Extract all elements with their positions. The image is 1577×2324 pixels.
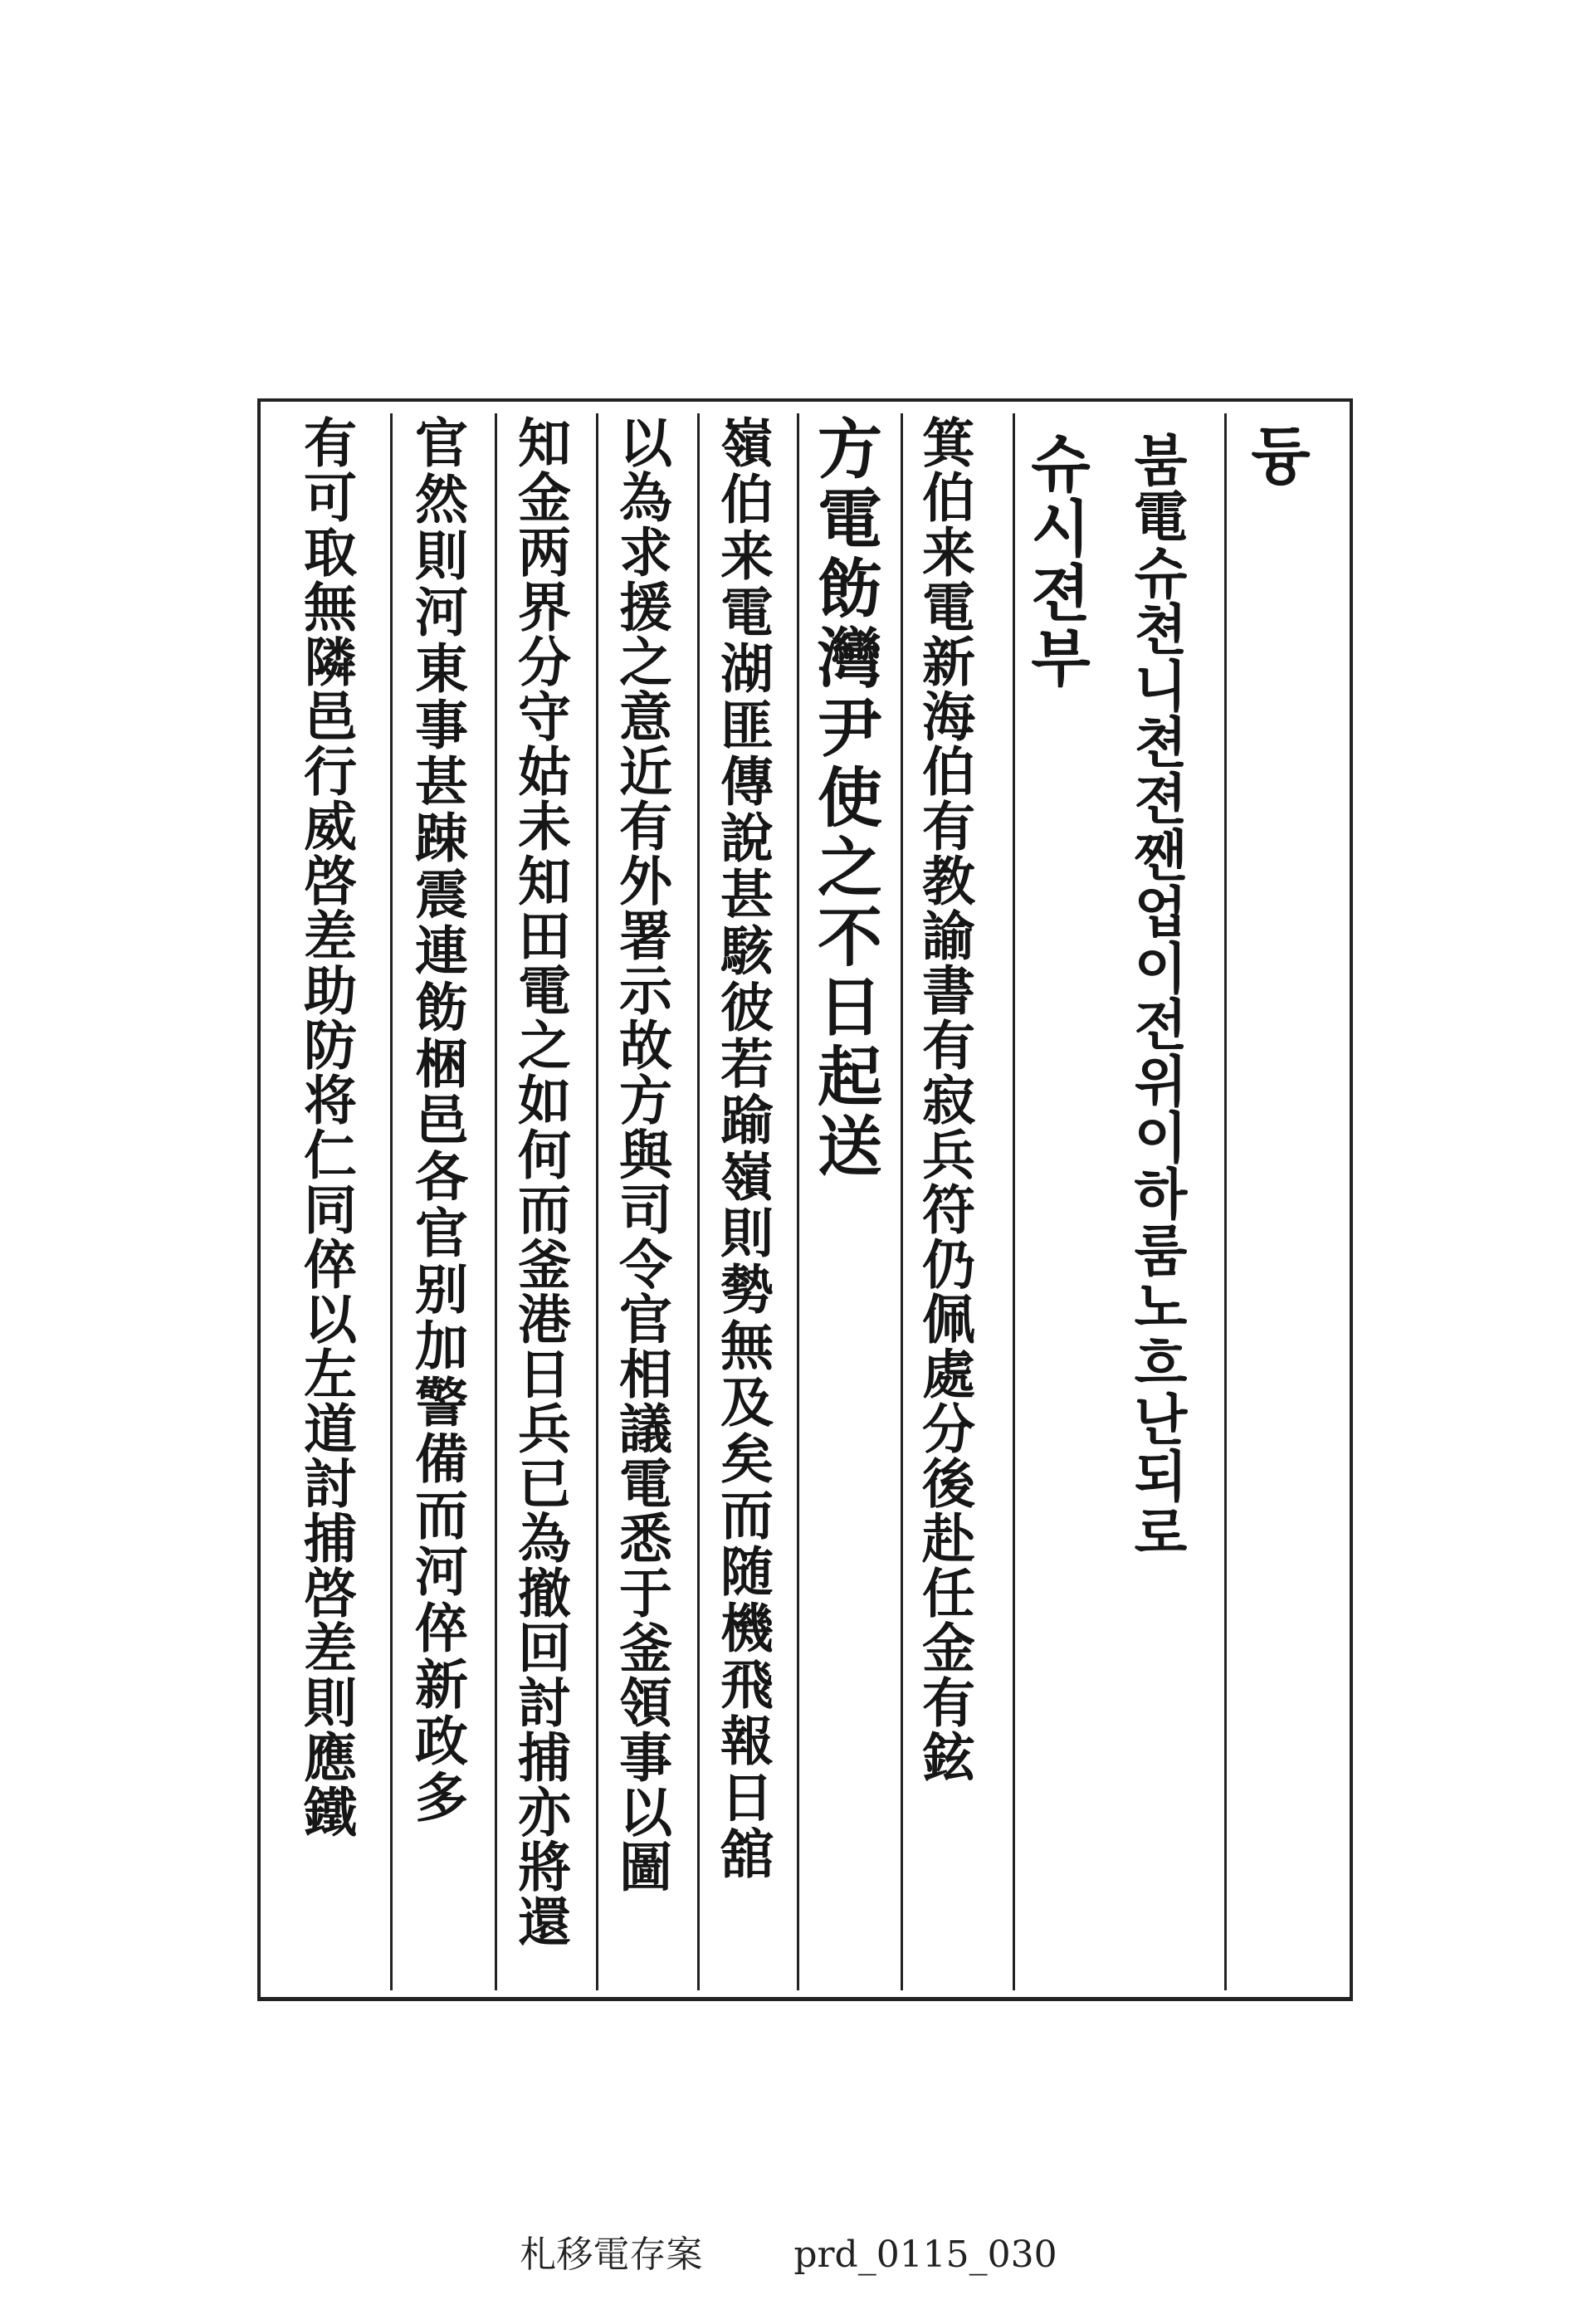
top-border [257,398,1353,402]
text-column-6: 嶺伯来電湖匪傳說甚駭彼若踰嶺則勢無及矣而随機飛報日舘 [711,415,774,1882]
text-column-10: 有可取無隣邑行威啓差助防将仁同倅以左道討捕啓差則應鐵 [295,415,357,1839]
text-column-4: 箕伯来電新海伯有教諭書有寂兵符仍佩處分後赴任金有鉉 [913,415,975,1784]
text-column-2: 붐電슈쳔니쳔젼짼업이전위이하룸노흐난되로 [1124,432,1189,1560]
text-column-1: 듕 [1240,423,1311,488]
bottom-border [257,1997,1353,2001]
footer-caption [0,2224,1577,2278]
column-rule [901,413,903,1990]
text-column-5: 方電飭灣尹使之不日起送 [807,415,882,1182]
column-rule [596,413,598,1990]
text-column-7: 以為求援之意近有外署示故方與司令官相議電悉于釜領事以圖 [610,415,672,1894]
footer-code: prd_0115_030 [793,2234,1057,2276]
text-column-3: 슈시젼부 [1020,432,1091,691]
column-rule [495,413,497,1990]
column-rule [1013,413,1015,1990]
column-rule [390,413,393,1990]
right-border [1350,398,1353,2000]
column-rule [797,413,799,1990]
text-column-9: 官然則河東事甚踈震連飭梱邑各官别加警備而河倅新政多 [406,415,468,1826]
text-column-8: 知金两界分守姑未知田電之如何而釜港日兵已為撤回討捕亦將還 [509,415,571,1949]
footer-title: 札移電存案 [520,2234,703,2276]
left-border [257,398,261,2000]
column-rule [1224,413,1227,1990]
column-rule [697,413,700,1990]
